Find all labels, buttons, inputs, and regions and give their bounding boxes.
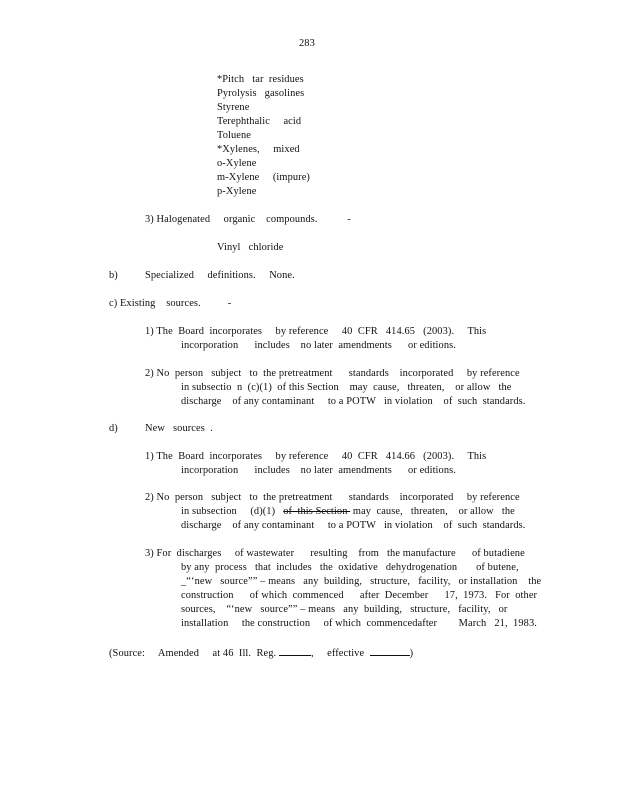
- halogenated-heading: 3) Halogenated organic compounds. -: [145, 214, 351, 225]
- section-d-item2-line2-end: may cause, threaten, or allow the: [350, 506, 515, 517]
- blank-line: [370, 645, 410, 656]
- section-d-item3-line2: by any process that includes the oxidative dehydrogenation of butene,: [181, 562, 519, 573]
- source-note-end: ): [409, 648, 414, 659]
- section-c-item2-line2: in subsectio n (c)(1) of this Section may cause, threaten, or allow the: [181, 382, 512, 393]
- section-d-item1-line2: incorporation includes no later amendments or editions.: [181, 465, 456, 476]
- section-c-item1-line2: incorporation includes no later amendments or editions.: [181, 340, 456, 351]
- section-d-item3-line4: construction of which commenced after December 17, 1973. For other: [181, 590, 538, 601]
- section-d-item2-line2: [181, 505, 515, 519]
- list-item: *Pitch tar residues: [217, 74, 304, 85]
- list-item: o-Xylene: [217, 158, 257, 169]
- list-item: Toluene: [217, 130, 252, 141]
- section-c-item2-line1: 2) No person subject to the pretreatment standards incorporated by reference: [145, 368, 520, 379]
- list-item: Styrene: [217, 102, 250, 113]
- blank-line: [279, 645, 311, 656]
- source-note-effective: , effective: [310, 648, 365, 659]
- source-note-start: (Source: Amended at 46 Ill. Reg.: [109, 648, 277, 659]
- section-b-text: Specialized definitions. None.: [145, 270, 295, 281]
- section-c-heading: c) Existing sources. -: [109, 298, 232, 309]
- section-c-item1-line1: 1) The Board incorporates by reference 40 CFR 414.65 (2003). This: [145, 326, 487, 337]
- section-d-label: d): [109, 423, 118, 434]
- list-item: m-Xylene (impure): [217, 172, 310, 183]
- list-item: p-Xylene: [217, 186, 257, 197]
- list-item: Pyrolysis gasolines: [217, 88, 305, 99]
- section-d-item3-line1: 3) For discharges of wastewater resulting from the manufacture of butadiene: [145, 548, 525, 559]
- section-d-item1-line1: 1) The Board incorporates by reference 40 CFR 414.66 (2003). This: [145, 451, 487, 462]
- section-d-item2-line2-start: in subsection (d)(1): [181, 506, 284, 517]
- list-item: Terephthalic acid: [217, 116, 302, 127]
- section-d-item2-line3: discharge of any contaminant to a POTW in violation of such standards.: [181, 520, 526, 531]
- struck-text: of this Section: [283, 506, 351, 517]
- section-d-item3-line5: sources, “‘new source”” – means any building, structure, facility, or: [181, 604, 508, 615]
- source-note: [109, 645, 413, 661]
- section-d-item3-line6: installation the construction of which commencedafter March 21, 1983.: [181, 618, 537, 629]
- section-d-item3-line3: _“‘new source”” – means any building, structure, facility, or installation the: [181, 576, 542, 587]
- section-d-item2-line1: 2) No person subject to the pretreatment standards incorporated by reference: [145, 492, 520, 503]
- section-c-item2-line3: discharge of any contaminant to a POTW in violation of such standards.: [181, 396, 526, 407]
- list-item: *Xylenes, mixed: [217, 144, 300, 155]
- section-b-label: b): [109, 270, 118, 281]
- section-d-heading: New sources .: [145, 423, 213, 434]
- page-number: 283: [299, 38, 315, 49]
- vinyl-chloride: Vinyl chloride: [217, 242, 284, 253]
